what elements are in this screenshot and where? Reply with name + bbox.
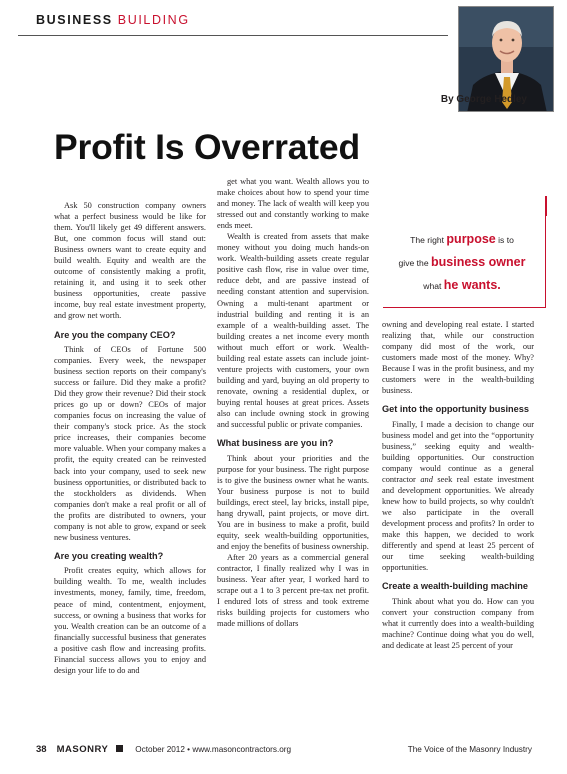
paragraph: Think of CEOs of Fortune 500 companies. Every week, the newspaper business section reports on their company's success or failure. Did they make a profit? Did they grow their revenue? Did their stock prices go up or down? CEOs of major companies focus on increasing the value of their company's stock price. As the stock price increases, their companies become more valuable. When your company makes a profit, the equity created can be reinvested back into your company, used to seek new business opportunities, or distributed back to the stockholders as dividends. When companies don't make a real profit or all of the profits are distributed to owners, your company is not able to grow, expand or seek new business ventures. xyxy=(54,345,206,542)
paragraph-text: seek real estate investment and development opportunities. We already knew how to build projects, so why couldn't we also participate in the overall development process and profits? In order to make this happen, we decided to work differently and spend at least 25 percent of our time seeking wealth-building opportunities. xyxy=(382,475,535,573)
section-word-business: BUSINESS xyxy=(36,13,113,27)
subheading: Create a wealth-building machine xyxy=(382,581,529,592)
pull-quote-line-2 xyxy=(383,255,541,269)
paragraph: Profit creates equity, which allows for building wealth. To me, wealth includes investments, money, family, time, freedom, peace of mind, contentment, enjoyment, success, or owning a business that works for you. Wealth creation can be an outcome of a financially successful business that generates a positive cash flow and increasing profits. Financial success allows you to enjoy and design your life to do and xyxy=(54,566,206,675)
headline: Profit Is Overrated xyxy=(54,127,360,167)
section-label xyxy=(36,13,190,27)
article-column-2 xyxy=(217,176,369,629)
subheading: Are you creating wealth? xyxy=(54,550,164,561)
subheading: What business are you in? xyxy=(217,438,334,449)
footer-tagline: The Voice of the Masonry Industry xyxy=(407,745,532,754)
article-column-1 xyxy=(54,200,206,676)
pull-quote-text: give the xyxy=(398,258,431,268)
page-footer xyxy=(36,744,532,755)
article-column-3 xyxy=(382,319,534,651)
paragraph: owning and developing real estate. I started realizing that, while our construction company did most of the work, our customers made most of the money. Why? Because I was in the profit business, and my customers were in the wealth-building business. xyxy=(382,320,534,396)
paragraph-text: Finally, I made a decision to change our business model and get into the “opportunity business,” seeking equity and wealth-building opportunities. Our construction company would continue as a general contractor xyxy=(382,419,534,485)
paragraph: Ask 50 construction company owners what a perfect business would be like for them. You'll likely get 49 different answers. But, one common focus will stand out: Business owners want to create equity and build wealth. Equity and wealth are the outcome of consistently making a profit, retaining it, and using it to seek other business opportunities, create passive income, buy real estate investment property, and grow net worth. xyxy=(54,201,206,321)
pull-quote xyxy=(383,196,546,308)
paragraph: get what you want. Wealth allows you to make choices about how to spend your time and money. The lack of wealth will keep you stressed out and constantly working to make ends meet. xyxy=(217,177,369,231)
byline: By George Hedley xyxy=(440,94,527,105)
paragraph xyxy=(382,419,534,574)
magazine-name: MASONRY xyxy=(56,744,109,755)
issue-and-url: October 2012 • www.masoncontractors.org xyxy=(135,745,292,754)
paragraph: Wealth is created from assets that make money without you doing much hands-on work. Wealth-building assets create regular positive cash flow, rise in value over time, reduce debt, and are passive instead of needing constant attention and supervision. Owning a multi-tenant apartment or industrial building and renting it is an example of a wealth-building asset. The building creates a net income every month without much effort or work. Wealth-building real estate assets can include joint-venture projects with customers, your own building and yard, buying an old property to renovate, owning a residential duplex, or buying rental houses at great prices. Assets also can include owning stock in growing and successful public or private companies. xyxy=(217,232,369,430)
paragraph: Think about your priorities and the purpose for your business. The right purpose is to give the business owner what he wants. Your business purpose is not to build buildings, erect steel, lay bricks, install pipe, hang drywall, paint projects, or move dirt. You are in business to make a profit, build equity, seek wealth-building opportunities, and enjoy the benefits of business ownership. xyxy=(217,453,369,551)
subheading: Get into the opportunity business xyxy=(382,404,529,415)
pull-quote-text: The right xyxy=(410,235,447,245)
paragraph-emphasis: and xyxy=(420,475,433,485)
section-word-building: BUILDING xyxy=(117,13,190,27)
pull-quote-text: what xyxy=(423,281,444,291)
pull-quote-emphasis: purpose xyxy=(446,232,496,246)
paragraph: After 20 years as a commercial general contractor, I finally realized why I was in business. Year after year, I worked hard to scrape out a 1 to 3 percent pre-tax net profit. I endured lots of stress and took extreme risks building projects for customers who made millions of dollars xyxy=(217,553,369,629)
header-rule xyxy=(18,35,448,36)
pull-quote-text: is to xyxy=(495,235,514,245)
paragraph: Think about what you do. How can you convert your construction company from what it currently does into a wealth-building machine? Continue doing what you do well, and dedicate at least 25 percent of your xyxy=(382,596,534,651)
pull-quote-line-1 xyxy=(383,232,541,246)
pull-quote-emphasis: he wants. xyxy=(443,278,501,292)
pull-quote-emphasis: business owner xyxy=(431,255,526,269)
subheading: Are you the company CEO? xyxy=(54,329,176,340)
page-number: 38 xyxy=(36,744,47,755)
pull-quote-line-3 xyxy=(383,278,541,292)
square-bullet-icon xyxy=(116,745,123,752)
